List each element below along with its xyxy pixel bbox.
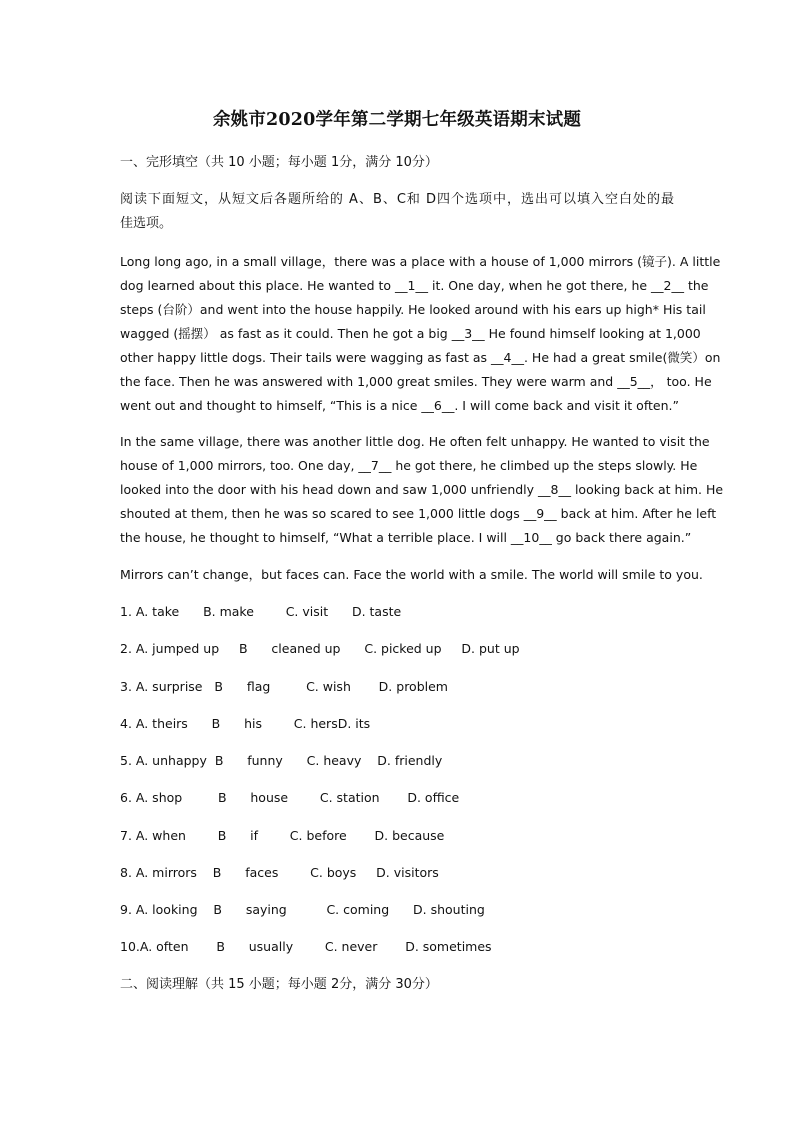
passage-line: wagged (摇摆） as fast as it could. Then he got a big __3__ He found himself looking at 1,000 <box>120 326 701 341</box>
page-title: 余姚市2020学年第二学期七年级英语期末试题 <box>212 110 582 130</box>
passage-line: other happy little dogs. Their tails were wagging as fast as __4__. He had a great smile(微笑）on <box>120 350 721 365</box>
passage-line: the house, he thought to himself, “What a terrible place. I will __10__ go back there again.” <box>120 530 692 545</box>
question-option-7: 7. A. when B if C. before D. because <box>120 828 445 843</box>
passage-line: In the same village, there was another little dog. He often felt unhappy. He wanted to visit the <box>120 434 710 449</box>
instruction-line: 阅读下面短文，从短文后各题所给的 A、B、C和 D四个选项中，选出可以填入空白处的最 <box>120 192 674 207</box>
passage-paragraph-2 <box>120 430 724 550</box>
instruction-line: 佳选项。 <box>120 216 173 231</box>
question-option-3: 3. A. surprise B flag C. wish D. problem <box>120 679 448 694</box>
passage-paragraph-1 <box>120 250 721 418</box>
passage-line: house of 1,000 mirrors, too. One day, __7__ he got there, he climbed up the steps slowly. He <box>120 458 698 473</box>
passage-line: went out and thought to himself, “This is a nice __6__. I will come back and visit it often.” <box>120 398 679 413</box>
section2-heading: 二、阅读理解（共 15 小题；每小题 2分，满分 30分） <box>120 977 438 992</box>
question-option-6: 6. A. shop B house C. station D. office <box>120 790 460 805</box>
passage-line: Long long ago, in a small village，there was a place with a house of 1,000 mirrors (镜子). A little <box>120 254 721 269</box>
section1-instruction <box>120 188 674 236</box>
question-option-2: 2. A. jumped up B cleaned up C. picked up D. put up <box>120 641 520 656</box>
question-option-10: 10.A. often B usually C. never D. sometimes <box>120 939 492 954</box>
question-option-4: 4. A. theirs B his C. hersD. its <box>120 716 371 731</box>
passage-line: dog learned about this place. He wanted to __1__ it. One day, when he got there, he __2__ the <box>120 278 709 293</box>
passage-line: shouted at them, then he was so scared to see 1,000 little dogs __9__ back at him. After he left <box>120 506 717 521</box>
passage-line: looked into the door with his head down and saw 1,000 unfriendly __8__ looking back at him. He <box>120 482 724 497</box>
question-option-9: 9. A. looking B saying C. coming D. shouting <box>120 902 485 917</box>
passage-line: the face. Then he was answered with 1,000 great smiles. They were warm and __5__， too. He <box>120 374 712 389</box>
section1-heading: 一、完形填空（共 10 小题；每小题 1分，满分 10分） <box>120 155 438 170</box>
passage-paragraph-3: Mirrors can’t change，but faces can. Face the world with a smile. The world will smile to you. <box>120 567 703 582</box>
question-option-1: 1. A. take B. make C. visit D. taste <box>120 604 402 619</box>
question-option-8: 8. A. mirrors B faces C. boys D. visitors <box>120 865 439 880</box>
question-option-5: 5. A. unhappy B funny C. heavy D. friendly <box>120 753 443 768</box>
passage-line: steps (台阶）and went into the house happily. He looked around with his ears up high* His tail <box>120 302 706 317</box>
